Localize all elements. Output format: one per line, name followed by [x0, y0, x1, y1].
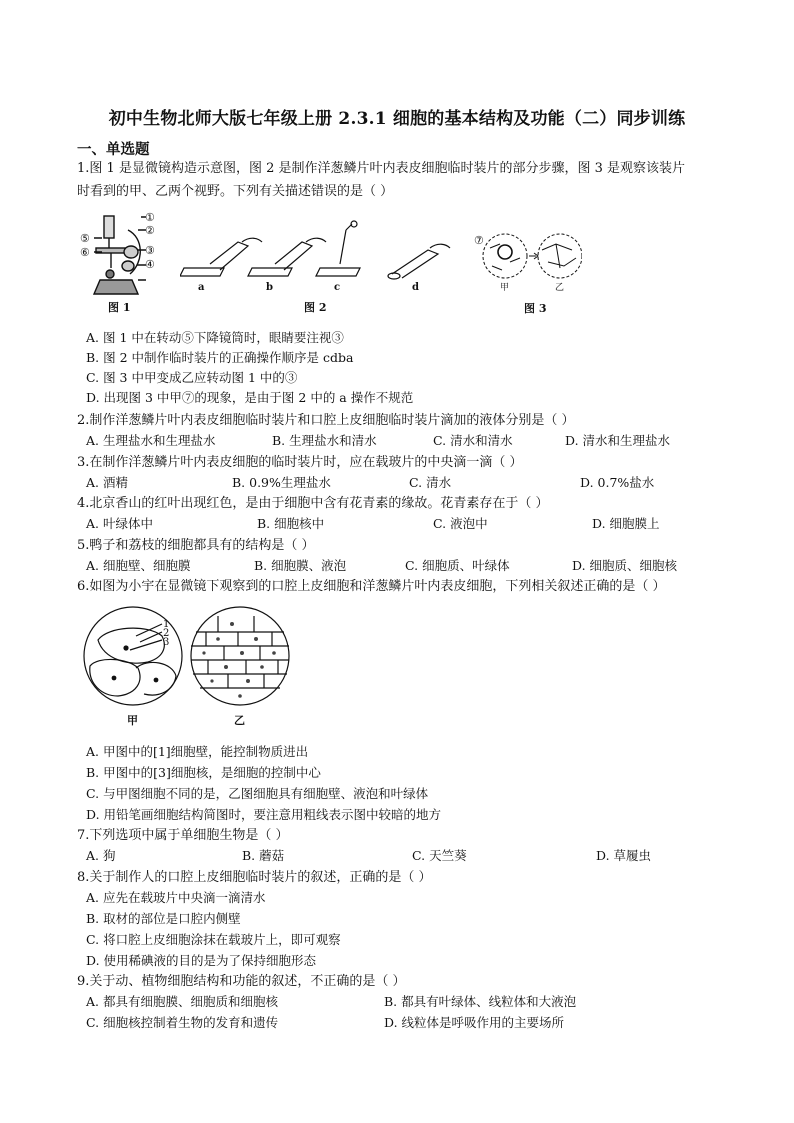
question-5-option-d[interactable]: D. 细胞质、细胞核 [572, 558, 678, 573]
question-8-option-c[interactable]: C. 将口腔上皮细胞涂抹在载玻片上，即可观察 [86, 932, 341, 947]
question-7-option-d[interactable]: D. 草履虫 [596, 848, 652, 863]
question-4-option-a[interactable]: A. 叶绿体中 [86, 516, 153, 531]
cell-figure-yi: 乙 [234, 714, 245, 727]
marker-1: ① [145, 211, 155, 224]
section-heading: 一、单选题 [77, 141, 150, 158]
question-1-stem-line1: 1.图 1 是显微镜构造示意图，图 2 是制作洋葱鳞片叶内表皮细胞临时装片的部分步骤，图 3 是观察该装片 [77, 161, 686, 176]
fig2-caption: 图 2 [304, 301, 327, 314]
question-2-option-b[interactable]: B. 生理盐水和清水 [272, 433, 377, 448]
question-8-stem: 8.关于制作人的口腔上皮细胞临时装片的叙述，正确的是（ ） [77, 870, 432, 885]
question-3-option-a[interactable]: A. 酒精 [86, 475, 128, 490]
question-7-option-a[interactable]: A. 狗 [86, 848, 116, 863]
slide-steps-figure [180, 220, 460, 316]
step-b: b [266, 282, 273, 293]
question-2-stem: 2.制作洋葱鳞片叶内表皮细胞临时装片和口腔上皮细胞临时装片滴加的液体分别是（ ） [77, 413, 575, 428]
microscope-views-figure [472, 228, 582, 318]
question-7-stem: 7.下列选项中属于单细胞生物是（ ） [77, 828, 289, 843]
question-4-option-b[interactable]: B. 细胞核中 [257, 516, 325, 531]
cell-comparison-figure [78, 606, 294, 730]
fig1-caption: 图 1 [108, 301, 131, 314]
step-d: d [412, 282, 419, 293]
step-a: a [198, 282, 205, 293]
question-3-stem: 3.在制作洋葱鳞片叶内表皮细胞的临时装片时，应在载玻片的中央滴一滴（ ） [77, 455, 523, 470]
question-4-option-c[interactable]: C. 液泡中 [433, 516, 488, 531]
question-7-option-c[interactable]: C. 天竺葵 [412, 848, 467, 863]
question-9-option-a[interactable]: A. 都具有细胞膜、细胞质和细胞核 [86, 994, 278, 1009]
question-5-stem: 5.鸭子和荔枝的细胞都具有的结构是（ ） [77, 538, 315, 553]
question-9-option-b[interactable]: B. 都具有叶绿体、线粒体和大液泡 [384, 994, 577, 1009]
marker-2: ② [145, 224, 155, 237]
question-5-option-c[interactable]: C. 细胞质、叶绿体 [405, 558, 510, 573]
marker-5: ⑤ [80, 232, 90, 245]
question-6-option-a[interactable]: A. 甲图中的[1]细胞壁，能控制物质进出 [86, 744, 309, 759]
microscope-figure [78, 210, 158, 316]
question-7-option-b[interactable]: B. 蘑菇 [242, 848, 285, 863]
question-1-option-b[interactable]: B. 图 2 中制作临时装片的正确操作顺序是 cdba [86, 350, 354, 365]
question-3-option-d[interactable]: D. 0.7%盐水 [580, 475, 655, 490]
question-2-option-c[interactable]: C. 清水和清水 [433, 433, 513, 448]
step-c: c [334, 282, 341, 293]
marker-3: ③ [145, 244, 155, 257]
document-title: 初中生物北师大版七年级上册 2.3.1 细胞的基本结构及功能（二）同步训练 [108, 109, 686, 129]
view-jia: 甲 [500, 283, 510, 293]
question-8-option-a[interactable]: A. 应先在载玻片中央滴一滴清水 [86, 890, 266, 905]
question-9-stem: 9.关于动、植物细胞结构和功能的叙述，不正确的是（ ） [77, 974, 406, 989]
cell-figure-jia: 甲 [127, 714, 138, 727]
question-6-option-b[interactable]: B. 甲图中的[3]细胞核，是细胞的控制中心 [86, 765, 321, 780]
question-2-option-d[interactable]: D. 清水和生理盐水 [565, 433, 671, 448]
view-yi: 乙 [555, 283, 565, 293]
question-8-option-d[interactable]: D. 使用稀碘液的目的是为了保持细胞形态 [86, 953, 317, 968]
marker-6: ⑥ [80, 246, 90, 259]
question-4-option-d[interactable]: D. 细胞膜上 [592, 516, 660, 531]
question-1-option-a[interactable]: A. 图 1 中在转动⑤下降镜筒时，眼睛要注视③ [86, 330, 344, 345]
fig3-caption: 图 3 [524, 302, 547, 315]
marker-4: ④ [145, 258, 155, 271]
question-3-option-c[interactable]: C. 清水 [409, 475, 452, 490]
label-3: 3 [163, 637, 170, 648]
question-1-option-d[interactable]: D. 出现图 3 中甲⑦的现象，是由于图 2 中的 a 操作不规范 [86, 390, 414, 405]
question-4-stem: 4.北京香山的红叶出现红色，是由于细胞中含有花青素的缘故。花青素存在于（ ） [77, 496, 549, 511]
question-5-option-a[interactable]: A. 细胞壁、细胞膜 [86, 558, 191, 573]
question-1-stem-line2: 时看到的甲、乙两个视野。下列有关描述错误的是（ ） [77, 184, 394, 199]
question-1-option-c[interactable]: C. 图 3 中甲变成乙应转动图 1 中的③ [86, 370, 298, 385]
question-8-option-b[interactable]: B. 取材的部位是口腔内侧壁 [86, 911, 241, 926]
question-2-option-a[interactable]: A. 生理盐水和生理盐水 [86, 433, 216, 448]
question-6-option-c[interactable]: C. 与甲图细胞不同的是，乙图细胞具有细胞壁、液泡和叶绿体 [86, 786, 429, 801]
label-2: 2 [163, 628, 170, 639]
question-6-option-d[interactable]: D. 用铅笔画细胞结构简图时，要注意用粗线表示图中较暗的地方 [86, 807, 442, 822]
marker-7: ⑦ [474, 234, 484, 247]
question-9-option-c[interactable]: C. 细胞核控制着生物的发育和遗传 [86, 1015, 279, 1030]
question-3-option-b[interactable]: B. 0.9%生理盐水 [232, 475, 331, 490]
label-1: 1 [163, 619, 170, 630]
question-5-option-b[interactable]: B. 细胞膜、液泡 [254, 558, 347, 573]
question-9-option-d[interactable]: D. 线粒体是呼吸作用的主要场所 [384, 1015, 565, 1030]
question-6-stem: 6.如图为小宇在显微镜下观察到的口腔上皮细胞和洋葱鳞片叶内表皮细胞，下列相关叙述正确的是（ ） [77, 579, 666, 594]
